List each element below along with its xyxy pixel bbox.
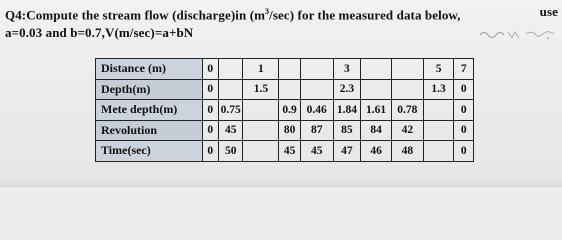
row-label: Distance (m) — [96, 59, 203, 80]
table-cell — [391, 79, 423, 100]
table-cell: 0 — [202, 59, 218, 80]
table-cell: 42 — [391, 120, 423, 141]
table-cell: 7 — [454, 59, 474, 80]
question-text — [5, 3, 558, 42]
data-table-body — [96, 59, 474, 162]
table-cell: 47 — [333, 141, 361, 162]
table-cell: 1.84 — [333, 100, 361, 121]
table-cell: 80 — [279, 120, 301, 141]
data-table-container — [95, 58, 474, 183]
table-cell — [423, 100, 454, 121]
table-row — [96, 120, 474, 141]
table-cell — [279, 79, 301, 100]
row-label: Depth(m) — [96, 79, 203, 100]
table-row — [96, 59, 474, 80]
row-label: Mete depth(m) — [96, 100, 203, 121]
table-cell: 1.5 — [243, 79, 279, 100]
table-cell: 0.78 — [391, 100, 423, 121]
table-cell: 0 — [202, 100, 218, 121]
question-line-2: a=0.03 and b=0.7,V(m/sec)=a+bN — [5, 25, 194, 41]
table-cell: 0.9 — [279, 100, 301, 121]
table-cell: 1.61 — [361, 100, 392, 121]
bottom-edge — [0, 180, 562, 187]
table-cell: 84 — [361, 120, 392, 141]
table-cell — [218, 59, 243, 80]
table-cell — [361, 79, 392, 100]
table-row — [96, 141, 474, 162]
question-line-1-right: use — [539, 4, 558, 19]
table-cell: 0 — [454, 141, 474, 162]
table-cell: 5 — [423, 59, 454, 80]
table-cell — [243, 120, 279, 141]
table-cell — [423, 141, 454, 162]
table-cell: 0 — [454, 79, 474, 100]
table-cell: 0 — [202, 120, 218, 141]
question-line-1 — [5, 3, 558, 24]
table-cell — [361, 59, 392, 80]
data-table — [95, 58, 474, 162]
row-label: Time(sec) — [96, 141, 203, 162]
table-cell — [243, 141, 279, 162]
table-cell: 45 — [218, 120, 243, 141]
table-cell: 48 — [391, 141, 423, 162]
table-cell — [243, 100, 279, 121]
table-row — [96, 79, 474, 100]
table-row — [96, 100, 474, 121]
table-cell: 50 — [218, 141, 243, 162]
table-cell — [218, 79, 243, 100]
table-cell: 0.75 — [218, 100, 243, 121]
table-cell: 0 — [454, 100, 474, 121]
table-cell: 0 — [454, 120, 474, 141]
row-label: Revolution — [96, 120, 203, 141]
table-cell: 85 — [333, 120, 361, 141]
table-cell: 1 — [243, 59, 279, 80]
table-cell — [279, 59, 301, 80]
scribble-mark — [478, 26, 558, 42]
table-cell: 46 — [361, 141, 392, 162]
table-cell: 3 — [333, 59, 361, 80]
table-cell: 0 — [202, 141, 218, 162]
table-cell: 87 — [300, 120, 333, 141]
question-line-1-left: Q4:Compute the stream flow (discharge)in $(m^3/\sec)$ for the measured data below, — [5, 7, 461, 23]
table-cell — [300, 59, 333, 80]
table-cell: 1.3 — [423, 79, 454, 100]
table-cell — [391, 59, 423, 80]
table-cell: 2.3 — [333, 79, 361, 100]
table-cell: 0 — [202, 79, 218, 100]
table-cell: 45 — [300, 141, 333, 162]
table-cell: 0.46 — [300, 100, 333, 121]
table-cell: 45 — [279, 141, 301, 162]
table-cell — [300, 79, 333, 100]
table-cell — [423, 120, 454, 141]
